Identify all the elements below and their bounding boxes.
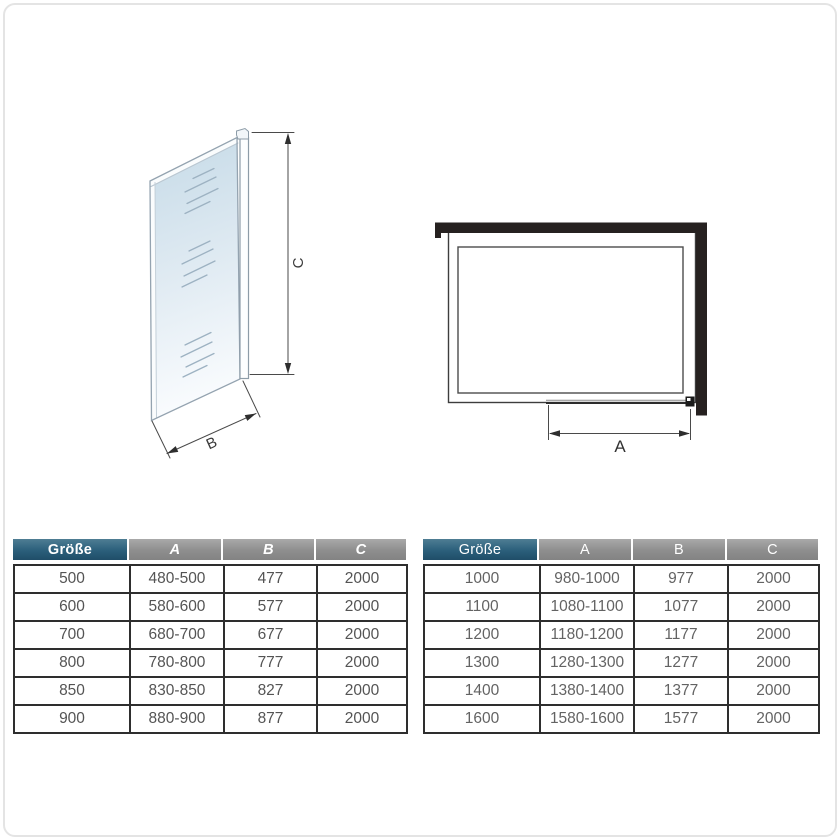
cell: 1077 <box>634 593 728 621</box>
cell: 680-700 <box>130 621 224 649</box>
cell: 580-600 <box>130 593 224 621</box>
arrowhead-icon <box>285 363 291 374</box>
cell: 1300 <box>424 649 540 677</box>
header-b: B <box>223 539 316 560</box>
cell: 1577 <box>634 705 728 733</box>
cell: 1180-1200 <box>540 621 634 649</box>
header-b: B <box>633 539 727 560</box>
cell: 827 <box>224 677 317 705</box>
height-dimension-label: C <box>289 257 307 269</box>
table-row <box>14 677 407 705</box>
cell: 2000 <box>317 649 407 677</box>
table-row <box>424 565 819 593</box>
header-groesse: Größe <box>13 539 129 560</box>
cell: 980-1000 <box>540 565 634 593</box>
table-row <box>424 621 819 649</box>
cell: 480-500 <box>130 565 224 593</box>
cell: 2000 <box>317 621 407 649</box>
table-row <box>14 593 407 621</box>
cell: 2000 <box>728 677 819 705</box>
arrowhead-icon <box>245 414 256 421</box>
header-c: C <box>727 539 818 560</box>
arrowhead-icon <box>679 430 690 436</box>
connector-notch <box>687 398 691 401</box>
table-row <box>14 621 407 649</box>
cell: 1377 <box>634 677 728 705</box>
table-row <box>424 705 819 733</box>
cell: 880-900 <box>130 705 224 733</box>
cell: 1280-1300 <box>540 649 634 677</box>
table-row <box>14 705 407 733</box>
dimension-C <box>250 133 294 375</box>
cell: 2000 <box>317 593 407 621</box>
cell: 1400 <box>424 677 540 705</box>
table-row <box>14 649 407 677</box>
cell: 830-850 <box>130 677 224 705</box>
cell: 700 <box>14 621 130 649</box>
cell: 2000 <box>728 565 819 593</box>
cell: 780-800 <box>130 649 224 677</box>
wall-right <box>696 223 707 416</box>
wall-top-end-tab <box>435 233 441 238</box>
table-body <box>13 564 408 734</box>
cell: 577 <box>224 593 317 621</box>
cell: 850 <box>14 677 130 705</box>
cell: 800 <box>14 649 130 677</box>
dimension-A <box>549 405 691 440</box>
cell: 1177 <box>634 621 728 649</box>
cell: 1000 <box>424 565 540 593</box>
table-row <box>424 649 819 677</box>
cell: 1200 <box>424 621 540 649</box>
cell: 2000 <box>728 621 819 649</box>
cell: 600 <box>14 593 130 621</box>
cell: 2000 <box>317 677 407 705</box>
cell: 1600 <box>424 705 540 733</box>
cell: 977 <box>634 565 728 593</box>
cell: 500 <box>14 565 130 593</box>
header-a: A <box>129 539 223 560</box>
size-table-small <box>13 539 406 734</box>
wall-top <box>435 223 707 234</box>
cell: 2000 <box>317 705 407 733</box>
side-view-diagram <box>150 129 307 459</box>
size-table-large <box>423 539 818 734</box>
plan-width-dimension-label: A <box>614 437 626 456</box>
cell: 777 <box>224 649 317 677</box>
tray-inner-outline <box>458 247 683 393</box>
table-row <box>424 593 819 621</box>
wall-profile-bar <box>240 138 249 379</box>
table-row <box>14 565 407 593</box>
header-c: C <box>316 539 406 560</box>
cell: 900 <box>14 705 130 733</box>
plan-view-diagram <box>435 223 707 457</box>
cell: 1100 <box>424 593 540 621</box>
arrowhead-icon <box>167 446 178 453</box>
arrowhead-icon <box>549 430 560 436</box>
cell: 1580-1600 <box>540 705 634 733</box>
cell: 677 <box>224 621 317 649</box>
cell: 477 <box>224 565 317 593</box>
cell: 2000 <box>728 649 819 677</box>
cell: 2000 <box>317 565 407 593</box>
header-groesse: Größe <box>423 539 539 560</box>
cell: 1080-1100 <box>540 593 634 621</box>
cell: 877 <box>224 705 317 733</box>
table-header-row <box>13 539 406 560</box>
table-header-row <box>423 539 818 560</box>
wall-profile-cap <box>237 129 249 140</box>
table-body <box>423 564 820 734</box>
cell: 2000 <box>728 705 819 733</box>
cell: 2000 <box>728 593 819 621</box>
cell: 1277 <box>634 649 728 677</box>
cell: 1380-1400 <box>540 677 634 705</box>
header-a: A <box>539 539 633 560</box>
width-dimension-label: B <box>203 433 220 454</box>
arrowhead-icon <box>285 133 291 144</box>
table-row <box>424 677 819 705</box>
